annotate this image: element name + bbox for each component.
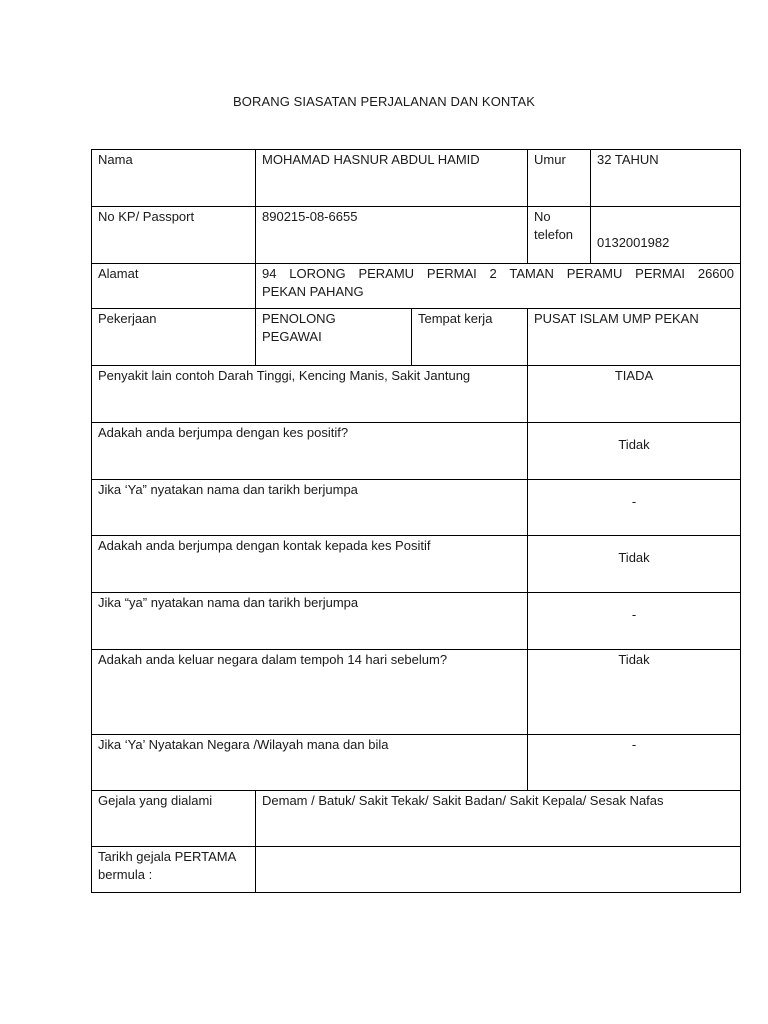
kontak-positif-question-cell — [91, 535, 528, 593]
pekerjaan-label: Pekerjaan — [98, 311, 157, 326]
telefon-label-line2: telefon — [534, 227, 574, 242]
kp-label-cell — [91, 206, 256, 264]
form-title: BORANG SIASATAN PERJALANAN DAN KONTAK — [232, 94, 536, 109]
jika-ya-1-question-cell — [91, 479, 528, 536]
jika-ya-2-question-cell — [91, 592, 528, 650]
tempat-kerja-label: Tempat kerja — [418, 311, 493, 326]
negara-wilayah-question-cell — [91, 734, 528, 791]
umur-label-cell — [527, 149, 591, 207]
telefon-label-cell — [527, 206, 591, 264]
jika-ya-1-answer: - — [631, 494, 637, 509]
alamat-label: Alamat — [98, 266, 139, 281]
keluar-negara-answer-cell — [527, 649, 741, 735]
nama-label-cell — [91, 149, 256, 207]
kes-positif-question: Adakah anda berjumpa dengan kes positif? — [98, 425, 349, 440]
keluar-negara-answer: Tidak — [618, 652, 650, 667]
nama-label: Nama — [98, 152, 133, 167]
pekerjaan-line1: PENOLONG — [262, 311, 336, 326]
keluar-negara-question: Adakah anda keluar negara dalam tempoh 14 hari sebelum? — [98, 652, 448, 667]
tarikh-value-cell[interactable] — [255, 846, 741, 893]
kes-positif-answer: Tidak — [618, 437, 650, 452]
tarikh-label-line2: bermula : — [98, 867, 153, 882]
nama-value-cell — [255, 149, 528, 207]
alamat-label-cell — [91, 263, 256, 309]
alamat-line2: PEKAN PAHANG — [262, 284, 364, 299]
tempat-kerja-value: PUSAT ISLAM UMP PEKAN — [534, 311, 699, 326]
alamat-line1: 94 LORONG PERAMU PERMAI 2 TAMAN PERAMU PERMAI 26600 — [262, 266, 734, 281]
kp-label: No KP/ Passport — [98, 209, 195, 224]
kes-positif-answer-cell — [527, 422, 741, 480]
jika-ya-2-answer-cell — [527, 592, 741, 650]
alamat-value-cell — [255, 263, 741, 309]
negara-wilayah-question: Jika ‘Ya’ Nyatakan Negara /Wilayah mana dan bila — [98, 737, 389, 752]
jika-ya-2-question: Jika “ya” nyatakan nama dan tarikh berjumpa — [98, 595, 359, 610]
tarikh-label-cell — [91, 846, 256, 893]
penyakit-question: Penyakit lain contoh Darah Tinggi, Kencing Manis, Sakit Jantung — [98, 368, 471, 383]
gejala-value-cell — [255, 790, 741, 847]
penyakit-answer: TIADA — [614, 368, 654, 383]
negara-wilayah-answer: - — [631, 737, 637, 752]
umur-label: Umur — [534, 152, 566, 167]
pekerjaan-value-cell — [255, 308, 412, 366]
nama-value: MOHAMAD HASNUR ABDUL HAMID — [262, 152, 480, 167]
kp-value: 890215-08-6655 — [262, 209, 358, 224]
kp-value-cell — [255, 206, 528, 264]
gejala-value: Demam / Batuk/ Sakit Tekak/ Sakit Badan/ Sakit Kepala/ Sesak Nafas — [262, 793, 664, 808]
gejala-label: Gejala yang dialami — [98, 793, 213, 808]
telefon-label-line1: No — [534, 209, 551, 224]
tarikh-label-line1: Tarikh gejala PERTAMA — [98, 849, 237, 864]
umur-value: 32 TAHUN — [597, 152, 659, 167]
negara-wilayah-answer-cell — [527, 734, 741, 791]
tempat-kerja-label-cell — [411, 308, 528, 366]
kontak-positif-answer-cell — [527, 535, 741, 593]
kes-positif-question-cell — [91, 422, 528, 480]
penyakit-answer-cell — [527, 365, 741, 423]
pekerjaan-label-cell — [91, 308, 256, 366]
gejala-label-cell — [91, 790, 256, 847]
umur-value-cell — [590, 149, 741, 207]
tempat-kerja-value-cell — [527, 308, 741, 366]
jika-ya-1-answer-cell — [527, 479, 741, 536]
kontak-positif-question: Adakah anda berjumpa dengan kontak kepada kes Positif — [98, 538, 431, 553]
telefon-value: 0132001982 — [597, 235, 670, 250]
penyakit-question-cell — [91, 365, 528, 423]
telefon-value-cell — [590, 206, 741, 264]
jika-ya-2-answer: - — [631, 607, 637, 622]
pekerjaan-line2: PEGAWAI — [262, 329, 322, 344]
keluar-negara-question-cell — [91, 649, 528, 735]
jika-ya-1-question: Jika ‘Ya” nyatakan nama dan tarikh berjumpa — [98, 482, 358, 497]
kontak-positif-answer: Tidak — [618, 550, 650, 565]
